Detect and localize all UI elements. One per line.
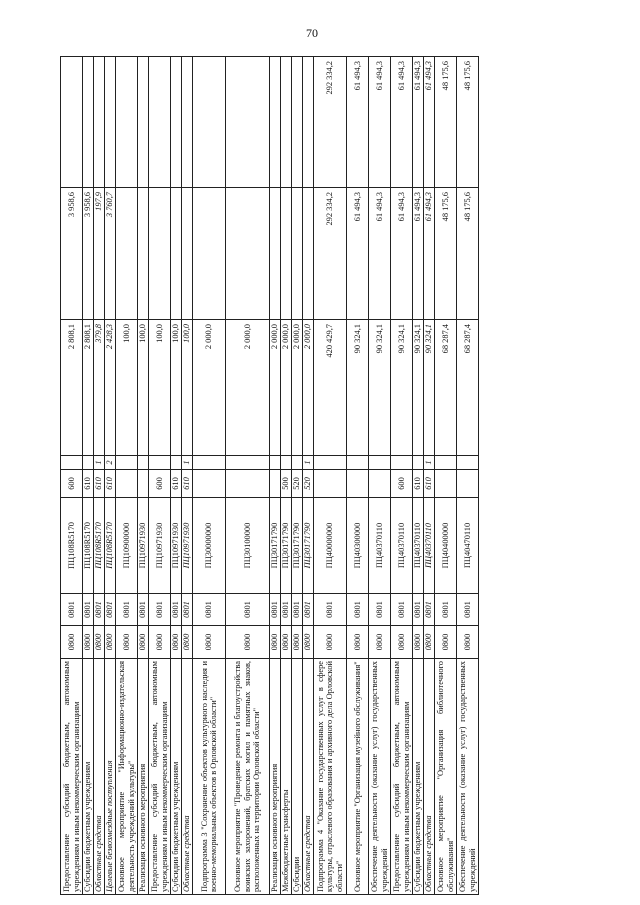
amount-year-3 (270, 57, 281, 188)
subsection-code: 0801 (369, 594, 391, 626)
subsection-code: 0801 (303, 594, 314, 626)
row-name: Субсидии бюджетным учреждениям (413, 659, 424, 895)
subsection-code: 0801 (138, 594, 149, 626)
section-code: 0800 (413, 626, 424, 659)
amount-year-2: 48 175,6 (457, 188, 479, 320)
table-row (435, 57, 457, 895)
funding-source-code (347, 456, 369, 470)
table-row (193, 57, 226, 895)
funding-source-code (457, 456, 479, 470)
amount-year-3 (83, 57, 94, 188)
row-name: Межбюджетные трансферты (281, 659, 292, 895)
subsection-code: 0801 (391, 594, 413, 626)
expense-type-code (116, 470, 138, 498)
expense-type-code (138, 470, 149, 498)
amount-year-2 (281, 188, 292, 320)
amount-year-1: 2 000,0 (281, 320, 292, 456)
amount-year-2: 61 494,3 (391, 188, 413, 320)
section-code: 0800 (182, 626, 193, 659)
table-row (270, 57, 281, 895)
section-code: 0800 (105, 626, 116, 659)
amount-year-1: 90 324,1 (369, 320, 391, 456)
amount-year-3 (281, 57, 292, 188)
table-row (303, 57, 314, 895)
amount-year-3 (193, 57, 226, 188)
funding-source-code: 2 (105, 456, 116, 470)
row-name: Областные средства (94, 659, 105, 895)
amount-year-3: 61 494,3 (347, 57, 369, 188)
subsection-code: 0801 (105, 594, 116, 626)
subsection-code: 0801 (171, 594, 182, 626)
amount-year-2: 292 334,2 (314, 188, 347, 320)
section-code: 0800 (369, 626, 391, 659)
table-row (171, 57, 182, 895)
target-article-code: ПЦ40470110 (457, 498, 479, 594)
row-name: Реализация основного мероприятия (270, 659, 281, 895)
target-article-code: ПЦ30171790 (292, 498, 303, 594)
table-row (149, 57, 171, 895)
amount-year-2 (193, 188, 226, 320)
section-code: 0800 (435, 626, 457, 659)
funding-source-code (270, 456, 281, 470)
amount-year-2: 3 760,7 (105, 188, 116, 320)
section-code: 0800 (424, 626, 435, 659)
section-code: 0800 (391, 626, 413, 659)
row-name: Реализация основного мероприятия (138, 659, 149, 895)
amount-year-1: 2 000,0 (193, 320, 226, 456)
subsection-code: 0801 (226, 594, 270, 626)
subsection-code: 0801 (424, 594, 435, 626)
expense-type-code: 600 (149, 470, 171, 498)
target-article-code: ПЦ10971930 (138, 498, 149, 594)
amount-year-3: 292 334,2 (314, 57, 347, 188)
amount-year-1: 90 324,1 (424, 320, 435, 456)
amount-year-2 (149, 188, 171, 320)
table-row (116, 57, 138, 895)
target-article-code: ПЦ10971930 (171, 498, 182, 594)
amount-year-3 (61, 57, 83, 188)
target-article-code: ПЦ40000000 (314, 498, 347, 594)
amount-year-2: 61 494,3 (424, 188, 435, 320)
subsection-code: 0801 (292, 594, 303, 626)
section-code: 0800 (292, 626, 303, 659)
section-code: 0800 (314, 626, 347, 659)
expense-type-code: 600 (391, 470, 413, 498)
funding-source-code (171, 456, 182, 470)
funding-source-code: 1 (424, 456, 435, 470)
target-article-code: ПЦ40370110 (391, 498, 413, 594)
expense-type-code (226, 470, 270, 498)
amount-year-2: 197,9 (94, 188, 105, 320)
amount-year-3 (303, 57, 314, 188)
amount-year-2 (303, 188, 314, 320)
amount-year-1: 379,8 (94, 320, 105, 456)
row-name: Обеспечение деятельности (оказание услуг) государственных учреждений (457, 659, 479, 895)
row-name: Предоставление субсидий бюджетным, автономным учреждениям и иным некоммерческим организациям (391, 659, 413, 895)
funding-source-code (391, 456, 413, 470)
target-article-code: ПЦ108R5170 (83, 498, 94, 594)
expense-type-code: 610 (424, 470, 435, 498)
amount-year-3 (105, 57, 116, 188)
amount-year-3 (171, 57, 182, 188)
amount-year-1: 2 000,0 (292, 320, 303, 456)
amount-year-2: 61 494,3 (369, 188, 391, 320)
amount-year-1: 100,0 (116, 320, 138, 456)
amount-year-1: 100,0 (138, 320, 149, 456)
budget-table-container (60, 57, 520, 895)
subsection-code: 0801 (83, 594, 94, 626)
subsection-code: 0801 (270, 594, 281, 626)
amount-year-3: 48 175,6 (457, 57, 479, 188)
row-name: Подпрограмма 4 "Оказание государственных услуг в сфере культуры, отраслевого образования и архивного дела Орловской области" (314, 659, 347, 895)
row-name: Предоставление субсидий бюджетным, автономным учреждениям и иным некоммерческим организациям (149, 659, 171, 895)
expense-type-code: 610 (182, 470, 193, 498)
subsection-code: 0801 (149, 594, 171, 626)
expense-type-code: 600 (61, 470, 83, 498)
target-article-code: ПЦ108R5170 (105, 498, 116, 594)
expense-type-code: 500 (281, 470, 292, 498)
table-row (83, 57, 94, 895)
amount-year-2 (270, 188, 281, 320)
amount-year-2 (116, 188, 138, 320)
row-name: Подпрограмма 3 "Сохранение объектов культурного наследия и военно-мемориальных объектов в Орловской области" (193, 659, 226, 895)
table-row (105, 57, 116, 895)
target-article-code: ПЦ40370110 (424, 498, 435, 594)
table-row (138, 57, 149, 895)
funding-source-code (138, 456, 149, 470)
table-row (347, 57, 369, 895)
target-article-code: ПЦ40370110 (413, 498, 424, 594)
table-row (424, 57, 435, 895)
target-article-code: ПЦ108R5170 (61, 498, 83, 594)
table-row (94, 57, 105, 895)
amount-year-3: 61 494,3 (413, 57, 424, 188)
funding-source-code (369, 456, 391, 470)
row-name: Целевые безвозмездные поступления (105, 659, 116, 895)
row-name: Областные средства (182, 659, 193, 895)
row-name: Субсидии бюджетным учреждениям (171, 659, 182, 895)
row-name: Субсидии (292, 659, 303, 895)
amount-year-2: 61 494,3 (347, 188, 369, 320)
target-article-code: ПЦ30100000 (226, 498, 270, 594)
subsection-code: 0801 (413, 594, 424, 626)
section-code: 0800 (303, 626, 314, 659)
amount-year-2 (138, 188, 149, 320)
amount-year-3 (226, 57, 270, 188)
section-code: 0800 (281, 626, 292, 659)
table-row (292, 57, 303, 895)
funding-source-code (149, 456, 171, 470)
expense-type-code (314, 470, 347, 498)
target-article-code: ПЦ10971930 (182, 498, 193, 594)
amount-year-2 (171, 188, 182, 320)
table-row (391, 57, 413, 895)
amount-year-1: 90 324,1 (413, 320, 424, 456)
amount-year-1: 100,0 (149, 320, 171, 456)
row-name: Основное мероприятие "Организация музейного обслуживания" (347, 659, 369, 895)
subsection-code: 0801 (193, 594, 226, 626)
funding-source-code (61, 456, 83, 470)
target-article-code: ПЦ40300000 (347, 498, 369, 594)
funding-source-code (435, 456, 457, 470)
amount-year-3 (292, 57, 303, 188)
section-code: 0800 (171, 626, 182, 659)
subsection-code: 0801 (116, 594, 138, 626)
amount-year-3 (149, 57, 171, 188)
amount-year-2 (292, 188, 303, 320)
section-code: 0800 (94, 626, 105, 659)
page-number: 70 (306, 26, 318, 40)
amount-year-1: 2 808,1 (83, 320, 94, 456)
expense-type-code: 610 (105, 470, 116, 498)
amount-year-1: 2 000,0 (226, 320, 270, 456)
subsection-code: 0801 (457, 594, 479, 626)
expense-type-code (347, 470, 369, 498)
funding-source-code: 1 (182, 456, 193, 470)
funding-source-code (116, 456, 138, 470)
funding-source-code (193, 456, 226, 470)
section-code: 0800 (226, 626, 270, 659)
expense-type-code (369, 470, 391, 498)
funding-source-code (292, 456, 303, 470)
section-code: 0800 (347, 626, 369, 659)
expense-type-code: 520 (292, 470, 303, 498)
amount-year-2: 3 958,6 (83, 188, 94, 320)
funding-source-code: 1 (94, 456, 105, 470)
funding-source-code: 1 (303, 456, 314, 470)
subsection-code: 0801 (435, 594, 457, 626)
table-body (61, 57, 479, 895)
amount-year-3: 48 175,6 (435, 57, 457, 188)
subsection-code: 0801 (61, 594, 83, 626)
section-code: 0800 (83, 626, 94, 659)
funding-source-code (281, 456, 292, 470)
amount-year-1: 2 808,1 (61, 320, 83, 456)
expense-type-code (270, 470, 281, 498)
table-row (182, 57, 193, 895)
funding-source-code (314, 456, 347, 470)
expense-type-code: 610 (413, 470, 424, 498)
target-article-code: ПЦ30000000 (193, 498, 226, 594)
amount-year-1: 100,0 (171, 320, 182, 456)
subsection-code: 0801 (314, 594, 347, 626)
target-article-code: ПЦ108R5170 (94, 498, 105, 594)
row-name: Предоставление субсидий бюджетным, автономным учреждениям и иным некоммерческим организациям (61, 659, 83, 895)
table-row (281, 57, 292, 895)
target-article-code: ПЦ10971930 (149, 498, 171, 594)
amount-year-3 (116, 57, 138, 188)
amount-year-1: 90 324,1 (347, 320, 369, 456)
row-name: Областные средства (303, 659, 314, 895)
amount-year-1: 68 287,4 (435, 320, 457, 456)
amount-year-1: 90 324,1 (391, 320, 413, 456)
target-article-code: ПЦ30171790 (270, 498, 281, 594)
amount-year-1: 100,0 (182, 320, 193, 456)
table-row (61, 57, 83, 895)
table-row (369, 57, 391, 895)
amount-year-2 (226, 188, 270, 320)
section-code: 0800 (457, 626, 479, 659)
section-code: 0800 (61, 626, 83, 659)
funding-source-code (226, 456, 270, 470)
subsection-code: 0801 (182, 594, 193, 626)
table-row (226, 57, 270, 895)
funding-source-code (83, 456, 94, 470)
amount-year-1: 68 287,4 (457, 320, 479, 456)
expense-type-code (457, 470, 479, 498)
amount-year-3 (138, 57, 149, 188)
amount-year-2 (182, 188, 193, 320)
expense-type-code (193, 470, 226, 498)
row-name: Субсидии бюджетным учреждениям (83, 659, 94, 895)
target-article-code: ПЦ30171790 (303, 498, 314, 594)
amount-year-1: 2 428,3 (105, 320, 116, 456)
amount-year-1: 2 000,0 (303, 320, 314, 456)
expense-type-code (435, 470, 457, 498)
amount-year-2: 3 958,6 (61, 188, 83, 320)
subsection-code: 0801 (347, 594, 369, 626)
budget-table (60, 56, 479, 895)
section-code: 0800 (193, 626, 226, 659)
amount-year-2: 48 175,6 (435, 188, 457, 320)
expense-type-code: 520 (303, 470, 314, 498)
section-code: 0800 (116, 626, 138, 659)
table-row (314, 57, 347, 895)
row-name: Основное мероприятие "Информационно-издательская деятельность учреждений культуры" (116, 659, 138, 895)
expense-type-code: 610 (171, 470, 182, 498)
target-article-code: ПЦ10900000 (116, 498, 138, 594)
amount-year-2: 61 494,3 (413, 188, 424, 320)
table-row (457, 57, 479, 895)
expense-type-code: 610 (83, 470, 94, 498)
table-row (413, 57, 424, 895)
amount-year-3: 61 494,3 (424, 57, 435, 188)
amount-year-3 (182, 57, 193, 188)
target-article-code: ПЦ40370110 (369, 498, 391, 594)
subsection-code: 0801 (281, 594, 292, 626)
section-code: 0800 (270, 626, 281, 659)
amount-year-1: 2 000,0 (270, 320, 281, 456)
section-code: 0800 (138, 626, 149, 659)
section-code: 0800 (149, 626, 171, 659)
row-name: Основное мероприятие "Проведение ремонта и благоустройства воинских захоронений, братских могил и памятных знаков, расположенных на территории Орловской области" (226, 659, 270, 895)
target-article-code: ПЦ30171790 (281, 498, 292, 594)
target-article-code: ПЦ40400000 (435, 498, 457, 594)
subsection-code: 0801 (94, 594, 105, 626)
row-name: Основное мероприятие "Организация библиотечного обслуживания" (435, 659, 457, 895)
row-name: Областные средства (424, 659, 435, 895)
row-name: Обеспечение деятельности (оказание услуг) государственных учреждений (369, 659, 391, 895)
amount-year-3: 61 494,3 (369, 57, 391, 188)
amount-year-3 (94, 57, 105, 188)
amount-year-1: 420 429,7 (314, 320, 347, 456)
expense-type-code: 610 (94, 470, 105, 498)
funding-source-code (413, 456, 424, 470)
amount-year-3: 61 494,3 (391, 57, 413, 188)
